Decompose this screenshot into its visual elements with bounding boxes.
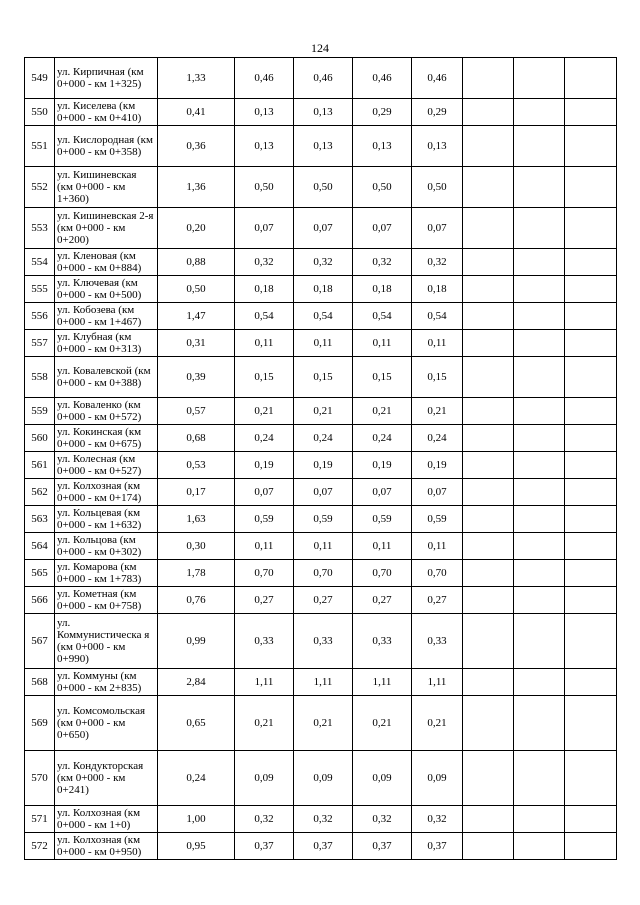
table-row [25,276,617,303]
value-cell-3: 1,11 [294,669,353,696]
value-cell-4: 0,15 [353,357,412,398]
empty-cell [565,614,617,669]
street-name: ул. Комсомольская (км 0+000 - км 0+650) [55,696,158,751]
table-row [25,126,617,167]
value-cell-5: 0,19 [412,452,463,479]
empty-cell [514,587,565,614]
value-cell-3: 0,59 [294,506,353,533]
row-number: 571 [25,806,55,833]
row-number: 565 [25,560,55,587]
empty-cell [514,167,565,208]
value-cell-3: 0,27 [294,587,353,614]
value-cell-1: 0,99 [158,614,235,669]
value-cell-4: 0,32 [353,806,412,833]
table-row [25,167,617,208]
row-number: 555 [25,276,55,303]
empty-cell [514,208,565,249]
value-cell-1: 0,24 [158,751,235,806]
table-row [25,452,617,479]
value-cell-3: 0,37 [294,833,353,860]
empty-cell [565,126,617,167]
value-cell-2: 0,13 [235,126,294,167]
value-cell-3: 0,32 [294,806,353,833]
value-cell-1: 1,78 [158,560,235,587]
value-cell-4: 0,07 [353,479,412,506]
street-name: ул. Кольцевая (км 0+000 - км 1+632) [55,506,158,533]
value-cell-3: 0,07 [294,479,353,506]
empty-cell [565,533,617,560]
value-cell-5: 0,59 [412,506,463,533]
empty-cell [514,751,565,806]
empty-cell [463,614,514,669]
value-cell-4: 0,46 [353,58,412,99]
street-name: ул. Комарова (км 0+000 - км 1+783) [55,560,158,587]
empty-cell [565,303,617,330]
value-cell-3: 0,50 [294,167,353,208]
table-row [25,249,617,276]
empty-cell [463,533,514,560]
street-name: ул. Клубная (км 0+000 - км 0+313) [55,330,158,357]
table-row [25,587,617,614]
value-cell-4: 0,13 [353,126,412,167]
empty-cell [514,99,565,126]
row-number: 558 [25,357,55,398]
value-cell-2: 0,07 [235,479,294,506]
value-cell-5: 0,37 [412,833,463,860]
empty-cell [514,276,565,303]
value-cell-2: 0,18 [235,276,294,303]
value-cell-3: 0,32 [294,249,353,276]
value-cell-1: 0,39 [158,357,235,398]
value-cell-3: 0,13 [294,126,353,167]
empty-cell [514,126,565,167]
empty-cell [463,560,514,587]
value-cell-4: 0,33 [353,614,412,669]
row-number: 560 [25,425,55,452]
empty-cell [514,833,565,860]
empty-cell [463,99,514,126]
value-cell-1: 1,36 [158,167,235,208]
value-cell-5: 0,15 [412,357,463,398]
row-number: 561 [25,452,55,479]
value-cell-3: 0,46 [294,58,353,99]
empty-cell [565,330,617,357]
value-cell-1: 0,36 [158,126,235,167]
row-number: 557 [25,330,55,357]
table-row [25,330,617,357]
value-cell-3: 0,09 [294,751,353,806]
value-cell-4: 0,24 [353,425,412,452]
empty-cell [463,696,514,751]
value-cell-2: 0,15 [235,357,294,398]
value-cell-2: 0,50 [235,167,294,208]
value-cell-4: 0,21 [353,398,412,425]
row-number: 563 [25,506,55,533]
value-cell-3: 0,70 [294,560,353,587]
value-cell-3: 0,19 [294,452,353,479]
empty-cell [514,303,565,330]
value-cell-3: 0,13 [294,99,353,126]
empty-cell [514,479,565,506]
value-cell-1: 0,57 [158,398,235,425]
empty-cell [514,58,565,99]
value-cell-4: 0,27 [353,587,412,614]
table-row [25,99,617,126]
table-body [25,58,617,860]
value-cell-2: 1,11 [235,669,294,696]
row-number: 554 [25,249,55,276]
empty-cell [514,506,565,533]
value-cell-2: 0,07 [235,208,294,249]
value-cell-4: 1,11 [353,669,412,696]
roads-table [24,57,617,860]
empty-cell [463,303,514,330]
value-cell-2: 0,70 [235,560,294,587]
empty-cell [514,614,565,669]
value-cell-5: 0,70 [412,560,463,587]
street-name: ул. Коммунистическа я (км 0+000 - км 0+990) [55,614,158,669]
value-cell-1: 0,68 [158,425,235,452]
value-cell-4: 0,11 [353,533,412,560]
value-cell-1: 1,00 [158,806,235,833]
value-cell-2: 0,37 [235,833,294,860]
street-name: ул. Кислородная (км 0+000 - км 0+358) [55,126,158,167]
value-cell-4: 0,09 [353,751,412,806]
empty-cell [463,751,514,806]
value-cell-1: 0,65 [158,696,235,751]
empty-cell [565,99,617,126]
value-cell-4: 0,37 [353,833,412,860]
row-number: 568 [25,669,55,696]
street-name: ул. Кокинская (км 0+000 - км 0+675) [55,425,158,452]
table-row [25,560,617,587]
value-cell-2: 0,46 [235,58,294,99]
empty-cell [565,479,617,506]
value-cell-1: 0,17 [158,479,235,506]
value-cell-5: 0,07 [412,479,463,506]
value-cell-2: 0,19 [235,452,294,479]
empty-cell [565,506,617,533]
street-name: ул. Колесная (км 0+000 - км 0+527) [55,452,158,479]
value-cell-1: 0,31 [158,330,235,357]
street-name: ул. Кишиневская (км 0+000 - км 1+360) [55,167,158,208]
empty-cell [514,696,565,751]
empty-cell [463,833,514,860]
value-cell-5: 0,11 [412,330,463,357]
empty-cell [565,452,617,479]
value-cell-5: 0,54 [412,303,463,330]
table-row [25,696,617,751]
row-number: 564 [25,533,55,560]
row-number: 572 [25,833,55,860]
value-cell-1: 0,53 [158,452,235,479]
value-cell-2: 0,27 [235,587,294,614]
empty-cell [514,398,565,425]
value-cell-1: 0,30 [158,533,235,560]
street-name: ул. Кометная (км 0+000 - км 0+758) [55,587,158,614]
value-cell-5: 0,18 [412,276,463,303]
empty-cell [565,587,617,614]
empty-cell [565,425,617,452]
table-row [25,806,617,833]
empty-cell [565,560,617,587]
value-cell-2: 0,54 [235,303,294,330]
value-cell-4: 0,07 [353,208,412,249]
value-cell-3: 0,11 [294,533,353,560]
value-cell-5: 0,24 [412,425,463,452]
value-cell-5: 0,46 [412,58,463,99]
empty-cell [514,533,565,560]
empty-cell [514,249,565,276]
value-cell-3: 0,15 [294,357,353,398]
empty-cell [565,167,617,208]
value-cell-5: 0,29 [412,99,463,126]
value-cell-3: 0,54 [294,303,353,330]
value-cell-1: 1,47 [158,303,235,330]
empty-cell [565,208,617,249]
value-cell-1: 0,95 [158,833,235,860]
empty-cell [463,357,514,398]
empty-cell [565,751,617,806]
row-number: 559 [25,398,55,425]
value-cell-4: 0,59 [353,506,412,533]
street-name: ул. Колхозная (км 0+000 - км 0+174) [55,479,158,506]
value-cell-5: 0,09 [412,751,463,806]
value-cell-5: 0,21 [412,398,463,425]
value-cell-2: 0,33 [235,614,294,669]
value-cell-4: 0,18 [353,276,412,303]
street-name: ул. Кленовая (км 0+000 - км 0+884) [55,249,158,276]
value-cell-3: 0,18 [294,276,353,303]
value-cell-5: 0,11 [412,533,463,560]
table-row [25,533,617,560]
value-cell-4: 0,32 [353,249,412,276]
value-cell-2: 0,32 [235,806,294,833]
empty-cell [565,806,617,833]
value-cell-2: 0,24 [235,425,294,452]
street-name: ул. Киселева (км 0+000 - км 0+410) [55,99,158,126]
street-name: ул. Коваленко (км 0+000 - км 0+572) [55,398,158,425]
empty-cell [514,330,565,357]
value-cell-1: 1,33 [158,58,235,99]
street-name: ул. Коммуны (км 0+000 - км 2+835) [55,669,158,696]
value-cell-2: 0,59 [235,506,294,533]
value-cell-2: 0,32 [235,249,294,276]
empty-cell [463,506,514,533]
street-name: ул. Кондукторская (км 0+000 - км 0+241) [55,751,158,806]
value-cell-3: 0,33 [294,614,353,669]
value-cell-5: 0,32 [412,249,463,276]
table-row [25,751,617,806]
empty-cell [565,398,617,425]
empty-cell [463,425,514,452]
table-row [25,357,617,398]
value-cell-1: 0,20 [158,208,235,249]
value-cell-3: 0,11 [294,330,353,357]
table-row [25,208,617,249]
row-number: 551 [25,126,55,167]
value-cell-4: 0,29 [353,99,412,126]
table-row [25,58,617,99]
row-number: 569 [25,696,55,751]
value-cell-1: 0,41 [158,99,235,126]
table-row [25,614,617,669]
value-cell-1: 0,76 [158,587,235,614]
street-name: ул. Ключевая (км 0+000 - км 0+500) [55,276,158,303]
row-number: 562 [25,479,55,506]
value-cell-4: 0,70 [353,560,412,587]
empty-cell [565,58,617,99]
row-number: 570 [25,751,55,806]
empty-cell [565,249,617,276]
street-name: ул. Кобозева (км 0+000 - км 1+467) [55,303,158,330]
value-cell-2: 0,21 [235,398,294,425]
value-cell-4: 0,21 [353,696,412,751]
table-row [25,506,617,533]
row-number: 567 [25,614,55,669]
row-number: 566 [25,587,55,614]
value-cell-5: 0,21 [412,696,463,751]
empty-cell [514,425,565,452]
row-number: 549 [25,58,55,99]
value-cell-5: 0,27 [412,587,463,614]
empty-cell [463,276,514,303]
value-cell-3: 0,24 [294,425,353,452]
value-cell-4: 0,11 [353,330,412,357]
street-name: ул. Кирпичная (км 0+000 - км 1+325) [55,58,158,99]
value-cell-4: 0,50 [353,167,412,208]
street-name: ул. Кольцова (км 0+000 - км 0+302) [55,533,158,560]
street-name: ул. Колхозная (км 0+000 - км 1+0) [55,806,158,833]
page-number: 124 [311,41,329,55]
value-cell-2: 0,11 [235,533,294,560]
empty-cell [565,357,617,398]
empty-cell [463,587,514,614]
value-cell-5: 0,50 [412,167,463,208]
empty-cell [565,833,617,860]
value-cell-2: 0,13 [235,99,294,126]
empty-cell [463,452,514,479]
value-cell-3: 0,07 [294,208,353,249]
street-name: ул. Колхозная (км 0+000 - км 0+950) [55,833,158,860]
empty-cell [463,479,514,506]
table-row [25,398,617,425]
empty-cell [514,560,565,587]
value-cell-3: 0,21 [294,398,353,425]
empty-cell [463,167,514,208]
empty-cell [463,208,514,249]
table-row [25,833,617,860]
empty-cell [463,249,514,276]
street-name: ул. Кишиневская 2-я (км 0+000 - км 0+200) [55,208,158,249]
value-cell-1: 0,50 [158,276,235,303]
value-cell-5: 0,13 [412,126,463,167]
value-cell-1: 1,63 [158,506,235,533]
row-number: 552 [25,167,55,208]
value-cell-3: 0,21 [294,696,353,751]
value-cell-5: 1,11 [412,669,463,696]
empty-cell [565,276,617,303]
empty-cell [565,696,617,751]
value-cell-4: 0,54 [353,303,412,330]
value-cell-2: 0,09 [235,751,294,806]
value-cell-5: 0,07 [412,208,463,249]
empty-cell [514,806,565,833]
value-cell-2: 0,11 [235,330,294,357]
empty-cell [565,669,617,696]
empty-cell [514,452,565,479]
row-number: 553 [25,208,55,249]
empty-cell [514,669,565,696]
table-row [25,669,617,696]
value-cell-5: 0,33 [412,614,463,669]
empty-cell [463,126,514,167]
row-number: 550 [25,99,55,126]
table-row [25,303,617,330]
table-row [25,479,617,506]
value-cell-4: 0,19 [353,452,412,479]
empty-cell [463,398,514,425]
row-number: 556 [25,303,55,330]
value-cell-1: 2,84 [158,669,235,696]
value-cell-1: 0,88 [158,249,235,276]
value-cell-5: 0,32 [412,806,463,833]
empty-cell [463,58,514,99]
street-name: ул. Ковалевской (км 0+000 - км 0+388) [55,357,158,398]
empty-cell [463,330,514,357]
empty-cell [463,669,514,696]
empty-cell [463,806,514,833]
empty-cell [514,357,565,398]
table-row [25,425,617,452]
value-cell-2: 0,21 [235,696,294,751]
